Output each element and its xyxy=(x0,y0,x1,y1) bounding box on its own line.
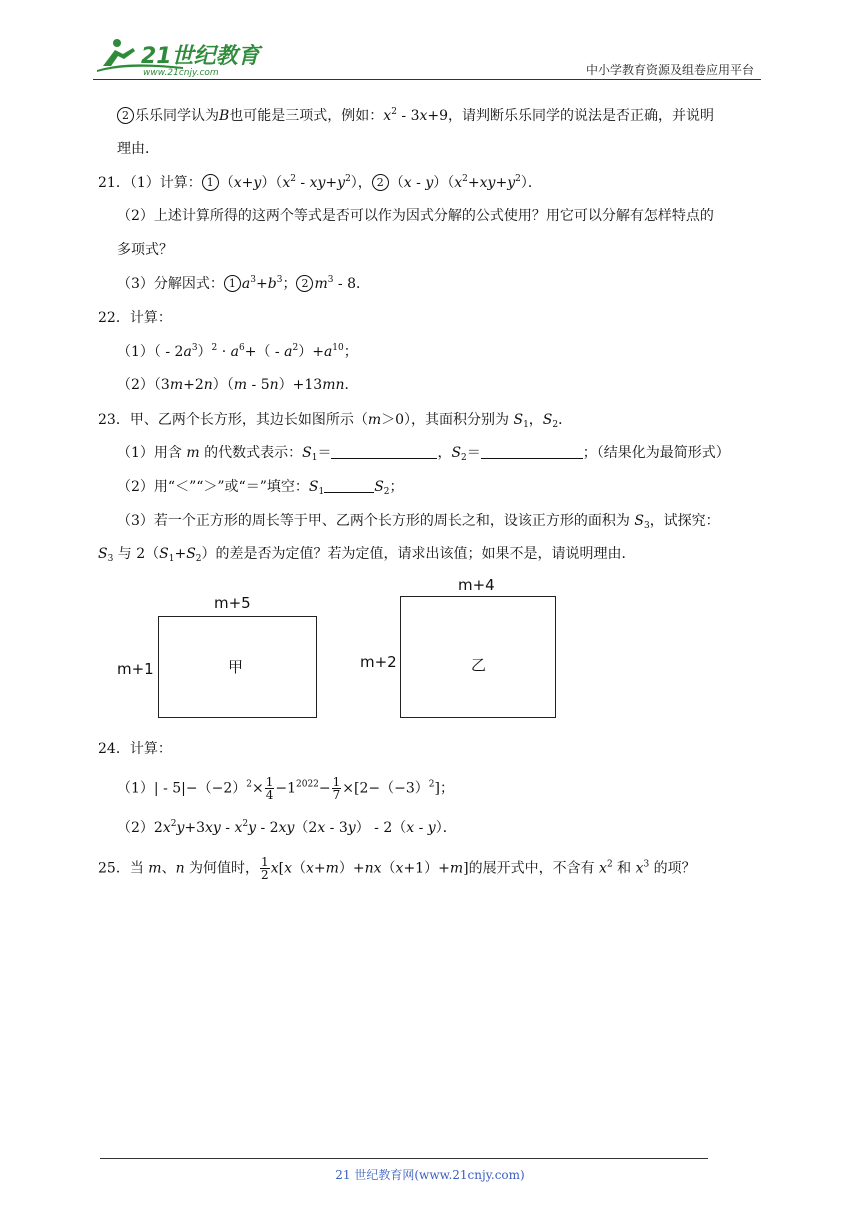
q25-stem: 25．当 m、n 为何值时， $\frac{1}{2}$ x[x（x+m）+nx（x+1）+m]的展开式中，不含有 $x^2$ 和 $x^3$ 的项？ xyxy=(98,855,696,882)
jia-label: 甲 xyxy=(228,658,244,676)
expr-2: $(x - y)(x^2+xy+y^2)$． xyxy=(389,174,542,191)
q20-part2 xyxy=(117,106,714,126)
circled-number: 2 xyxy=(117,107,134,124)
q21-part3: （3）分解因式： 1 $a^3+b^3$； 2 $m^3 - 8$． xyxy=(117,275,371,292)
answer-blank-s1[interactable] xyxy=(331,444,437,459)
expr-1: $(x+y)(x^2 - xy+y^2)$， xyxy=(219,174,372,191)
jia-left-label: m+1 xyxy=(117,660,154,678)
q23-part2: （2）用“＜”“＞”或“＝”填空：$S_1$ $S_2$； xyxy=(117,479,404,497)
q21-part2-cont: 多项式？ xyxy=(117,242,173,258)
q24-stem: 24．计算： xyxy=(98,741,172,757)
q22-part2: （2）（3m+2n）（m - 5n）+13mn． xyxy=(117,377,359,393)
q21-part2: （2）上述计算所得的这两个等式是否可以作为因式分解的公式使用？用它可以分解有怎样特点的 xyxy=(117,208,714,224)
text: 乐乐同学认为 xyxy=(135,108,219,124)
platform-name: 中小学教育资源及组卷应用平台 xyxy=(585,63,754,77)
yi-label: 乙 xyxy=(471,656,487,674)
text: （3）分解因式： xyxy=(117,276,224,292)
q23-part3: （3）若一个正方形的周长等于甲、乙两个长方形的周长之和，设该正方形的面积为 $S_3$，试探究： xyxy=(117,513,720,531)
example-expr: $x^2 - 3x+9$ xyxy=(383,107,449,124)
q24-part1: $(1)| - 5|-(-2)^2\times$ $\frac{1}{4}$ $-1^{2022}-$ $\frac{1}{7}$ $\times[2-(-3)^2]$； xyxy=(117,775,454,802)
q23-part3-cont: $S_3$ 与 $2(S_1+S_2)$的差是否为定值？若为定值，请求出该值；如果不是，请说明理由． xyxy=(98,546,636,564)
q20-part2-cont: 理由． xyxy=(117,141,159,157)
yi-left-label: m+2 xyxy=(360,653,397,671)
text: （1）计算： xyxy=(129,175,202,191)
q22-stem: 22．计算： xyxy=(98,310,172,326)
answer-blank-s2[interactable] xyxy=(481,444,583,459)
answer-blank-compare[interactable] xyxy=(324,478,374,493)
q21-part1: 21．（1）计算： 1 $(x+y)(x^2 - xy+y^2)$， 2 $(x - y)(x^2+xy+y^2)$． xyxy=(98,174,542,191)
jia-top-label: m+5 xyxy=(214,594,251,612)
q23-part1: （1）用含 m 的代数式表示：$S_1=$ ，$S_2=$ ；（结果化为最简形式） xyxy=(117,445,730,463)
q24-part2: $(2)2x^2y+3xy - x^2y - 2xy(2x - 3y) - 2(x - y)$． xyxy=(117,819,457,836)
svg-text:21世纪教育: 21世纪教育 xyxy=(141,44,260,69)
var: B xyxy=(219,108,230,124)
site-logo xyxy=(93,36,263,78)
header-divider xyxy=(93,79,761,80)
question-number: 21． xyxy=(98,175,130,191)
text: 也可能是三项式，例如： xyxy=(229,108,384,124)
q22-part1: $(1)( - 2a^3)^2 \cdot a^6+( - a^2)+a^{10}$； xyxy=(117,343,358,360)
yi-top-label: m+4 xyxy=(458,576,495,594)
footer-divider xyxy=(100,1158,708,1159)
footer-link[interactable]: 21 世纪教育网(www.21cnjy.com) xyxy=(335,1168,525,1182)
text: ，请判断乐乐同学的说法是否正确，并说明 xyxy=(448,108,715,124)
q23-stem: 23．甲、乙两个长方形，其边长如图所示（m＞0），其面积分别为 $S_1$，$S_2$． xyxy=(98,412,573,430)
svg-text:www.21cnjy.com: www.21cnjy.com xyxy=(143,68,219,78)
